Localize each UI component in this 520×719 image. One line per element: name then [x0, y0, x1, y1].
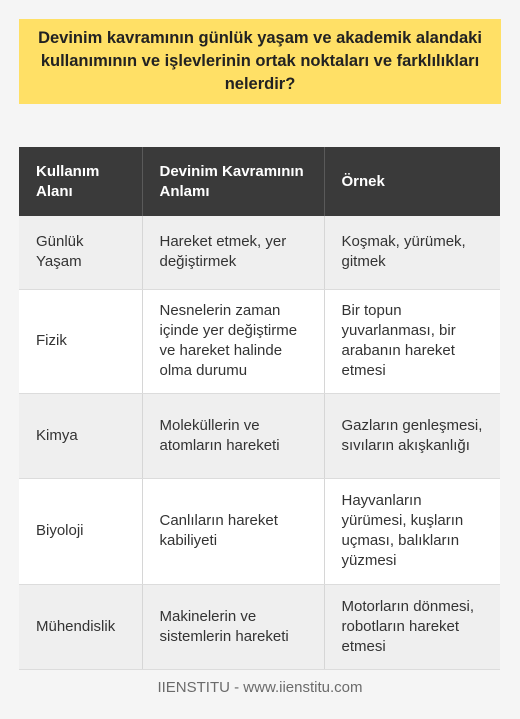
table-row	[19, 289, 500, 393]
header-usage-area: Kullanım Alanı	[19, 147, 142, 216]
table-row	[19, 584, 500, 669]
table-row	[19, 216, 500, 289]
table-row	[19, 478, 500, 584]
header-meaning: Devinim Kavramının Anlamı	[142, 147, 324, 216]
cell-meaning: Canlıların hareket kabiliyeti	[142, 478, 324, 584]
question-text: Devinim kavramının günlük yaşam ve akademik alandaki kullanımının ve işlevlerinin ortak noktaları ve farklılıkları nelerdir?	[38, 29, 482, 93]
footer-credit: IIENSTITU - www.iienstitu.com	[157, 679, 363, 696]
question-box	[19, 19, 501, 104]
cell-example: Koşmak, yürümek, gitmek	[324, 216, 500, 289]
cell-example: Motorların dönmesi, robotların hareket etmesi	[324, 584, 500, 669]
cell-example: Hayvanların yürümesi, kuşların uçması, balıkların yüzmesi	[324, 478, 500, 584]
cell-usage-area: Günlük Yaşam	[19, 216, 142, 289]
table-header-row	[19, 147, 500, 216]
cell-usage-area: Fizik	[19, 289, 142, 393]
cell-usage-area: Kimya	[19, 393, 142, 478]
cell-meaning: Hareket etmek, yer değiştirmek	[142, 216, 324, 289]
cell-usage-area: Biyoloji	[19, 478, 142, 584]
cell-meaning: Makinelerin ve sistemlerin hareketi	[142, 584, 324, 669]
cell-example: Gazların genleşmesi, sıvıların akışkanlığı	[324, 393, 500, 478]
cell-usage-area: Mühendislik	[19, 584, 142, 669]
header-example: Örnek	[324, 147, 500, 216]
table-row	[19, 393, 500, 478]
cell-meaning: Nesnelerin zaman içinde yer değiştirme ve hareket halinde olma durumu	[142, 289, 324, 393]
cell-meaning: Moleküllerin ve atomların hareketi	[142, 393, 324, 478]
data-table	[19, 147, 500, 670]
cell-example: Bir topun yuvarlanması, bir arabanın hareket etmesi	[324, 289, 500, 393]
